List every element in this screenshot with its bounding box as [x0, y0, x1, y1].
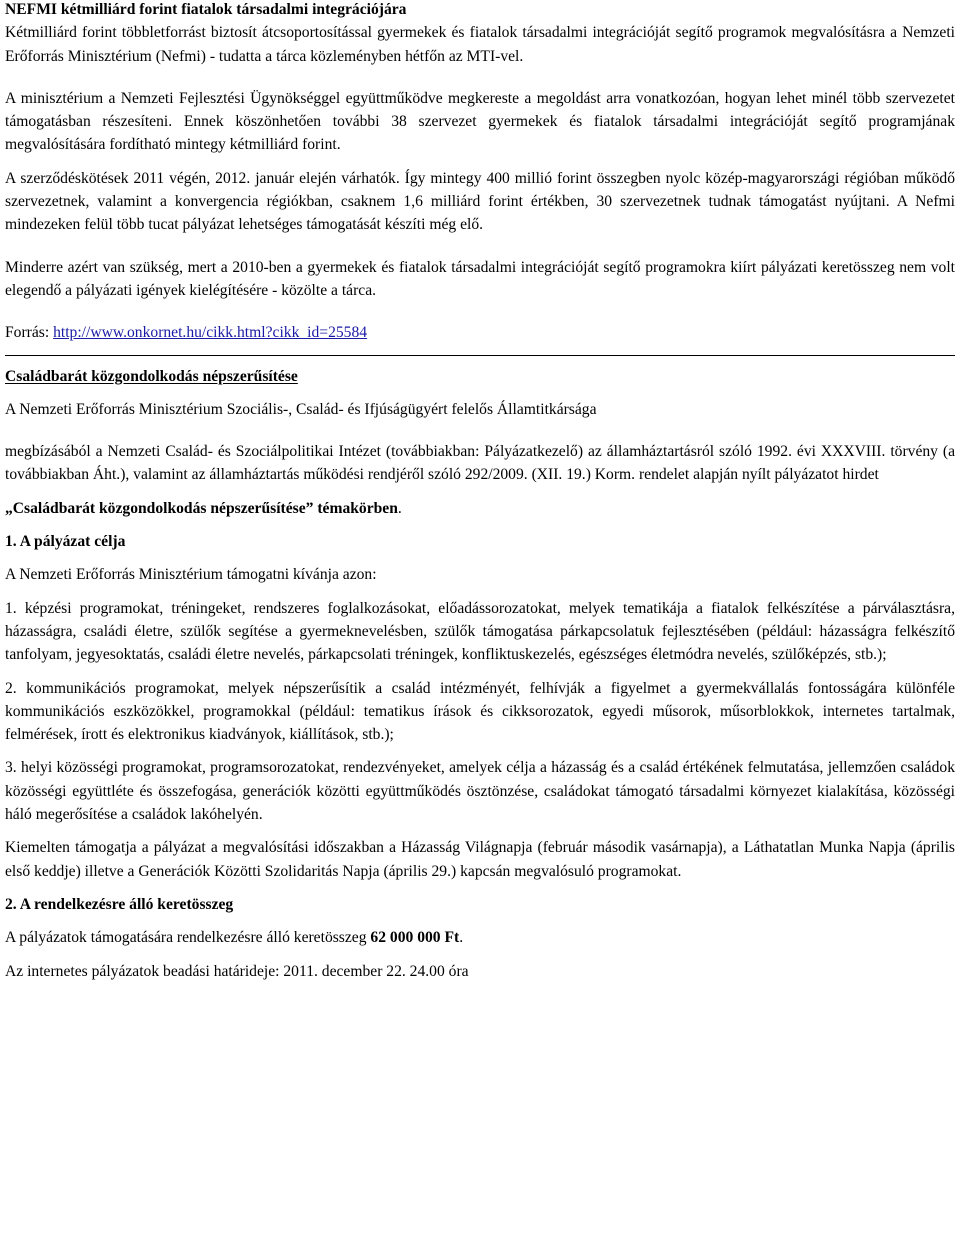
document-page: [5, 0, 955, 983]
article2-paragraph-2: megbízásából a Nemzeti Család- és Szociálpolitikai Intézet (továbbiakban: Pályázatkezelő) az államháztartásról szóló 1992. évi XXXVIII. törvény (a továbbiakban Áht.), valamint az államháztartás működési rendjéről szóló 292/2009. (XII. 19.) Korm. rendelet alapján nyílt pályázatot hirdet: [5, 443, 955, 484]
topic-line: [5, 497, 955, 520]
budget-line: [5, 926, 955, 949]
source-link[interactable]: http://www.onkornet.hu/cikk.html?cikk_id=25584: [53, 324, 368, 342]
budget-end: .: [459, 929, 464, 947]
source-label: Forrás:: [5, 324, 54, 342]
source-line: [5, 321, 955, 344]
article2-paragraph-1: A Nemzeti Erőforrás Minisztérium Szociális-, Család- és Ifjúságügyért felelős Államtitkársága: [5, 400, 597, 418]
article-divider: [5, 355, 955, 356]
article1-paragraph-1: Kétmilliárd forint többletforrást biztosít átcsoportosítással gyermekek és fiatalok társadalmi integrációját segítő programok megvalósításra a Nemzeti Erőforrás Minisztérium (Nefmi) - tudatta a tárca közleményben hétfőn az MTI-vel.: [5, 24, 955, 65]
article2-title: Családbarát közgondolkodás népszerűsítése: [5, 367, 298, 385]
article1-title: NEFMI kétmilliárd forint fiatalok társadalmi integrációjára: [5, 1, 407, 18]
budget-amount: 62 000 000 Ft: [370, 929, 460, 947]
topic-end: .: [397, 499, 402, 517]
section2-heading: 2. A rendelkezésre álló keretösszeg: [5, 895, 234, 913]
topic-bold: „Családbarát közgondolkodás népszerűsítése” témakörben: [5, 499, 398, 517]
budget-text: A pályázatok támogatására rendelkezésre álló keretösszeg: [5, 929, 371, 947]
article1-paragraph-3: A szerződéskötések 2011 végén, 2012. január elején várhatók. Így mintegy 400 millió forint összegben nyolc közép-magyarországi régióban működő szervezetnek, valamint a konvergencia régiókban, csaknem 1,6 milliárd forint értékben, 30 szervezetnek tudnak támogatást nyújtani. A Nefmi mindezeken felül több tucat pályázat lehetséges támogatását készíti még elő.: [5, 169, 955, 234]
section1-heading: 1. A pályázat célja: [5, 533, 126, 551]
goal-item-3: 3. helyi közösségi programokat, programsorozatokat, rendezvényeket, amelyek célja a házasság és a család értékének felmutatása, jellemzően családok közösségi együttléte és összefogása, generációk közötti együttműködés ösztönzése, családokat támogató társadalmi környezet kialakítása, közösségi háló megerősítése a családok lakóhelyén.: [5, 759, 955, 824]
section1-intro: A Nemzeti Erőforrás Minisztérium támogatni kívánja azon:: [5, 566, 377, 584]
goal-item-2: 2. kommunikációs programokat, melyek népszerűsítik a család intézményét, felhívják a figyelmet a gyermekvállalás fontosságára különféle kommunikációs eszközökkel, programokkal (például: tematikus írások és cikksorozatok, egyedi műsorok, műsorblokkok, internetes tartalmak, felmérések, írott és elektronikus kiadványok, kiállítások, stb.);: [5, 679, 955, 744]
deadline-line: Az internetes pályázatok beadási határideje: 2011. december 22. 24.00 óra: [5, 962, 469, 980]
highlight-paragraph: Kiemelten támogatja a pályázat a megvalósítási időszakban a Házasság Világnapja (február második vasárnapja), a Láthatatlan Munka Napja (április első keddje) illetve a Generációk Közötti Szolidaritás Napja (április 29.) kapcsán megvalósuló programokat.: [5, 839, 955, 880]
article1-paragraph-4: Minderre azért van szükség, mert a 2010-ben a gyermekek és fiatalok társadalmi integrációját segítő programokra kiírt pályázati keretösszeg nem volt elegendő a pályázati igények kielégítésére - közölte a tárca.: [5, 258, 955, 299]
article1-paragraph-2: A minisztérium a Nemzeti Fejlesztési Ügynökséggel együttműködve megkereste a megoldást arra vonatkozóan, hogyan lehet minél több szervezetet támogatásban részesíteni. Ennek köszönhetően további 38 szervezet gyermekek és fiatalok társadalmi integrációját segítő programjának megvalósítására fordítható mintegy kétmilliárd forint.: [5, 89, 955, 154]
goal-item-1: 1. képzési programokat, tréningeket, rendszeres foglalkozásokat, előadássorozatokat, melyek tematikája a fiatalok felkészítése a párválasztásra, házasságra, családi életre, szülők segítése a gyermeknevelésben, szülők támogatása párkapcsolatuk fejlesztésében (például: házasságra felkészítő tanfolyam, jegyesoktatás, családi életre nevelés, párkapcsolati tréningek, konfliktuskezelés, egészséges életmódra nevelés, szülőképzés, stb.);: [5, 599, 955, 664]
